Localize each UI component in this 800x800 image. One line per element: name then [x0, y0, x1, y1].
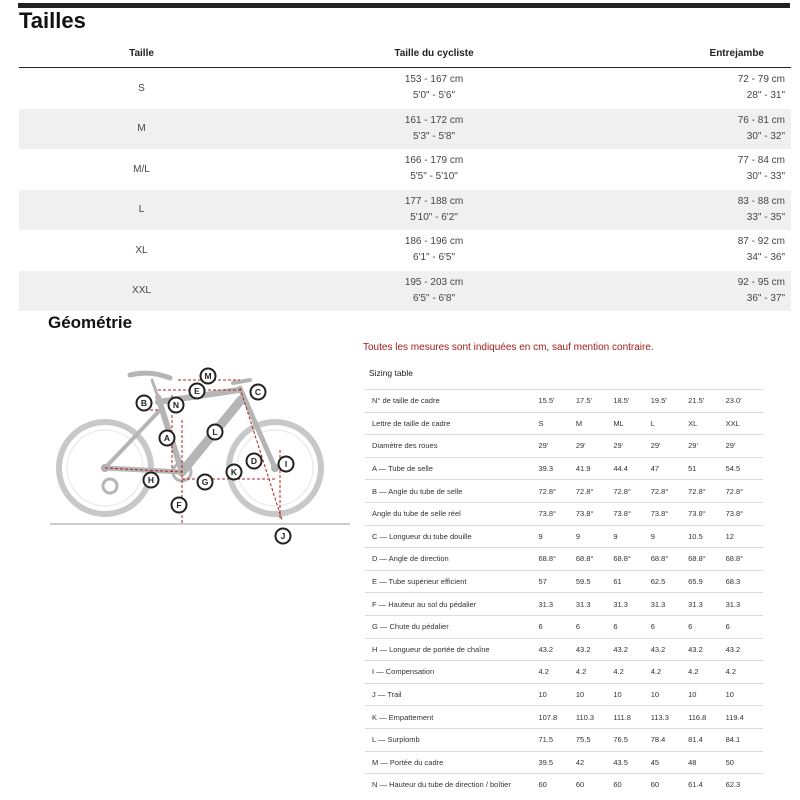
- geometry-value: 76.5: [613, 728, 650, 751]
- geometry-value: 10: [576, 683, 613, 706]
- geometry-value: 43.2: [538, 638, 575, 661]
- geometry-value: 111.8: [613, 706, 650, 729]
- geometry-value: 6: [688, 615, 725, 638]
- rider-height-in: 5'3" - 5'8": [412, 130, 456, 142]
- geometry-value: 71.5: [538, 728, 575, 751]
- rider-height-cell: [264, 72, 604, 104]
- marker-f: [172, 498, 187, 513]
- geometry-value: 23.0': [726, 390, 763, 413]
- geometry-value: 60: [576, 774, 613, 796]
- geometry-value: 19.5': [651, 390, 688, 413]
- geometry-value: 73.8°: [538, 502, 575, 525]
- geometry-value: 68.8°: [688, 548, 725, 571]
- geometry-value: 48: [688, 751, 725, 774]
- geometry-value: 45: [651, 751, 688, 774]
- geometry-label: L — Surplomb: [365, 728, 538, 751]
- geometry-value: 44.4: [613, 457, 650, 480]
- geometry-value: 84.1: [726, 728, 763, 751]
- geometry-value: 10: [613, 683, 650, 706]
- size-row: [19, 149, 791, 190]
- geometry-value: 110.3: [576, 706, 613, 729]
- geometry-label: J — Trail: [365, 683, 538, 706]
- rider-height-cell: [264, 275, 604, 307]
- geometry-value: 6: [613, 615, 650, 638]
- sizing-table-title: Sizing table: [369, 368, 413, 378]
- marker-d: [247, 454, 262, 469]
- geometry-value: 72.8°: [688, 480, 725, 503]
- geometry-value: 47: [651, 457, 688, 480]
- geometry-value: ML: [613, 412, 650, 435]
- geometry-value: XXL: [726, 412, 763, 435]
- inseam-cell: [604, 275, 791, 307]
- geometry-row: [365, 638, 763, 661]
- geometry-value: 41.9: [576, 457, 613, 480]
- geometry-value: S: [538, 412, 575, 435]
- geometry-value: 60: [538, 774, 575, 796]
- inseam-cm: 87 - 92 cm: [737, 236, 785, 248]
- marker-label: B: [140, 398, 148, 409]
- sizes-table: [19, 40, 791, 311]
- marker-l: [208, 425, 223, 440]
- inseam-cell: [604, 234, 791, 266]
- geometry-value: 54.5: [726, 457, 763, 480]
- geometry-value: 72.8°: [538, 480, 575, 503]
- geometry-value: 78.4: [651, 728, 688, 751]
- geometry-value: 68.3: [726, 570, 763, 593]
- inseam-in: 30" - 32": [746, 130, 785, 142]
- marker-b: [137, 396, 152, 411]
- inseam-cell: [604, 113, 791, 145]
- geometry-value: 61: [613, 570, 650, 593]
- marker-label: G: [201, 477, 209, 488]
- rider-height-cm: 186 - 196 cm: [404, 236, 464, 248]
- geometry-value: 39.5: [538, 751, 575, 774]
- geometry-value: 68.8°: [576, 548, 613, 571]
- geometry-value: 4.2: [726, 661, 763, 684]
- rider-height-cm: 195 - 203 cm: [404, 276, 464, 288]
- geometry-row: [365, 480, 763, 503]
- geometry-label: C — Longueur du tube douille: [365, 525, 538, 548]
- geometry-value: 29': [688, 435, 725, 458]
- marker-label: A: [163, 433, 171, 444]
- geometry-value: 62.3: [726, 774, 763, 796]
- geometry-value: 9: [576, 525, 613, 548]
- geometry-value: 43.2: [726, 638, 763, 661]
- geometry-value: 6: [651, 615, 688, 638]
- geometry-value: 72.8°: [651, 480, 688, 503]
- geometry-label: I — Compensation: [365, 661, 538, 684]
- geometry-value: 9: [651, 525, 688, 548]
- geometry-title: Géométrie: [48, 313, 133, 332]
- geometry-row: [365, 548, 763, 571]
- size-cell: M/L: [133, 163, 150, 175]
- geometry-value: 31.3: [613, 593, 650, 616]
- geometry-label: N — Hauteur du tube de direction / boîtier: [365, 774, 538, 796]
- geometry-row: [365, 502, 763, 525]
- geometry-value: XL: [688, 412, 725, 435]
- geometry-value: 73.8°: [576, 502, 613, 525]
- geometry-label: H — Longueur de portée de chaîne: [365, 638, 538, 661]
- geometry-value: 10: [651, 683, 688, 706]
- measurement-note: Toutes les mesures sont indiquées en cm, sauf mention contraire.: [363, 342, 654, 353]
- sizes-title: Tailles: [19, 8, 86, 33]
- geometry-row: [365, 683, 763, 706]
- geometry-value: 29': [576, 435, 613, 458]
- geometry-value: 81.4: [688, 728, 725, 751]
- geometry-value: 29': [538, 435, 575, 458]
- geometry-value: 68.8°: [726, 548, 763, 571]
- geometry-row: [365, 751, 763, 774]
- marker-g: [198, 475, 213, 490]
- geometry-value: 68.8°: [538, 548, 575, 571]
- header-rider-height: Taille du cycliste: [394, 47, 474, 59]
- geometry-label: N° de taille de cadre: [365, 390, 538, 413]
- size-row: [19, 271, 791, 312]
- geometry-value: 39.3: [538, 457, 575, 480]
- geometry-value: 9: [538, 525, 575, 548]
- inseam-cell: [604, 153, 791, 185]
- geometry-value: 10: [688, 683, 725, 706]
- rider-height-cell: [264, 113, 604, 145]
- rider-height-cell: [264, 234, 604, 266]
- marker-label: D: [250, 456, 258, 467]
- geometry-value: 43.2: [651, 638, 688, 661]
- geometry-label: K — Empattement: [365, 706, 538, 729]
- geometry-value: 31.3: [726, 593, 763, 616]
- geometry-label: Angle du tube de selle réel: [365, 502, 538, 525]
- marker-label: J: [280, 531, 286, 542]
- marker-n: [169, 398, 184, 413]
- geometry-label: F — Hauteur au sol du pédalier: [365, 593, 538, 616]
- inseam-cm: 77 - 84 cm: [737, 155, 785, 167]
- geometry-value: 10: [726, 683, 763, 706]
- inseam-cm: 92 - 95 cm: [737, 276, 785, 288]
- geometry-label: B — Angle du tube de selle: [365, 480, 538, 503]
- geometry-value: 29': [651, 435, 688, 458]
- geometry-row: [365, 412, 763, 435]
- geometry-table: [365, 389, 763, 796]
- geometry-value: 6: [538, 615, 575, 638]
- rider-height-in: 5'0" - 5'6": [412, 90, 456, 102]
- rider-height-cm: 166 - 179 cm: [404, 155, 464, 167]
- geometry-value: 42: [576, 751, 613, 774]
- geometry-row: [365, 661, 763, 684]
- geometry-row: [365, 615, 763, 638]
- geometry-value: 73.8°: [726, 502, 763, 525]
- size-cell: M: [137, 123, 146, 135]
- geometry-row: [365, 728, 763, 751]
- inseam-cell: [604, 72, 791, 104]
- size-row: [19, 190, 791, 231]
- geometry-value: 4.2: [688, 661, 725, 684]
- geometry-value: 50: [726, 751, 763, 774]
- size-cell: XL: [135, 244, 148, 256]
- geometry-value: 68.8°: [613, 548, 650, 571]
- geometry-value: 57: [538, 570, 575, 593]
- rider-height-in: 5'5" - 5'10": [410, 171, 458, 183]
- geometry-value: 60: [613, 774, 650, 796]
- geometry-value: 73.8°: [613, 502, 650, 525]
- inseam-in: 30" - 33": [746, 171, 785, 183]
- geometry-label: G — Chute du pédalier: [365, 615, 538, 638]
- marker-label: E: [194, 386, 200, 397]
- geometry-value: 61.4: [688, 774, 725, 796]
- size-row: [19, 68, 791, 109]
- inseam-in: 28" - 31": [746, 90, 785, 102]
- rider-height-cm: 177 - 188 cm: [404, 195, 464, 207]
- geometry-row: [365, 774, 763, 796]
- geometry-value: 29': [613, 435, 650, 458]
- marker-a: [160, 431, 175, 446]
- geometry-row: [365, 525, 763, 548]
- geometry-row: [365, 457, 763, 480]
- geometry-value: 31.3: [576, 593, 613, 616]
- rider-height-in: 6'5" - 6'8": [412, 292, 456, 304]
- geometry-value: 31.3: [688, 593, 725, 616]
- marker-k: [227, 465, 242, 480]
- geometry-value: 72.8°: [613, 480, 650, 503]
- geometry-value: 75.5: [576, 728, 613, 751]
- header-size: Taille: [129, 48, 154, 59]
- marker-label: I: [284, 459, 288, 470]
- rider-height-cell: [264, 194, 604, 226]
- geometry-value: L: [651, 412, 688, 435]
- geometry-value: 107.8: [538, 706, 575, 729]
- header-inseam: Entrejambe: [709, 47, 764, 59]
- geometry-value: 9: [613, 525, 650, 548]
- geometry-value: 31.3: [538, 593, 575, 616]
- geometry-row: [365, 570, 763, 593]
- geometry-value: 12: [726, 525, 763, 548]
- size-row: [19, 230, 791, 271]
- geometry-row: [365, 706, 763, 729]
- marker-label: M: [204, 371, 212, 382]
- geometry-value: 43.5: [613, 751, 650, 774]
- marker-label: L: [212, 427, 218, 438]
- geometry-value: 68.8°: [651, 548, 688, 571]
- marker-m: [201, 369, 216, 384]
- geometry-label: Diamètre des roues: [365, 435, 538, 458]
- geometry-value: 43.2: [688, 638, 725, 661]
- geometry-value: 116.8: [688, 706, 725, 729]
- marker-c: [251, 385, 266, 400]
- marker-i: [279, 457, 294, 472]
- inseam-cell: [604, 194, 791, 226]
- geometry-label: A — Tube de selle: [365, 457, 538, 480]
- rider-height-cell: [264, 153, 604, 185]
- rider-height-cm: 161 - 172 cm: [404, 114, 464, 126]
- geometry-value: 29': [726, 435, 763, 458]
- geometry-row: [365, 390, 763, 413]
- geometry-value: 113.3: [651, 706, 688, 729]
- geometry-value: 119.4: [726, 706, 763, 729]
- inseam-cm: 76 - 81 cm: [737, 114, 785, 126]
- geometry-value: 17.5': [576, 390, 613, 413]
- rider-height-cm: 153 - 167 cm: [404, 74, 464, 86]
- inseam-in: 34" - 36": [746, 252, 785, 264]
- marker-label: H: [147, 475, 155, 486]
- geometry-row: [365, 435, 763, 458]
- geometry-value: 6: [576, 615, 613, 638]
- size-cell: L: [138, 204, 145, 216]
- geometry-value: 10.5: [688, 525, 725, 548]
- inseam-cm: 72 - 79 cm: [737, 74, 785, 86]
- geometry-label: E — Tube supérieur efficient: [365, 570, 538, 593]
- marker-h: [144, 473, 159, 488]
- geometry-value: 60: [651, 774, 688, 796]
- geometry-value: 4.2: [576, 661, 613, 684]
- geometry-value: 73.8°: [688, 502, 725, 525]
- marker-e: [190, 384, 205, 399]
- geometry-value: 65.9: [688, 570, 725, 593]
- marker-j: [276, 529, 291, 544]
- geometry-value: 73.8°: [651, 502, 688, 525]
- inseam-in: 33" - 35": [746, 211, 785, 223]
- inseam-cm: 83 - 88 cm: [737, 195, 785, 207]
- sizes-body: [19, 68, 791, 311]
- geometry-value: 6: [726, 615, 763, 638]
- geometry-value: 4.2: [538, 661, 575, 684]
- geometry-label: Lettre de taille de cadre: [365, 412, 538, 435]
- size-cell: S: [138, 82, 145, 94]
- geometry-label: D — Angle de direction: [365, 548, 538, 571]
- geometry-value: 18.5': [613, 390, 650, 413]
- sizes-header-row: [19, 40, 791, 68]
- geometry-value: 72.8°: [726, 480, 763, 503]
- inseam-in: 36" - 37": [746, 292, 785, 304]
- geometry-value: 59.5: [576, 570, 613, 593]
- geometry-value: 4.2: [651, 661, 688, 684]
- marker-label: K: [230, 467, 238, 478]
- geometry-value: 72.8°: [576, 480, 613, 503]
- geometry-value: 10: [538, 683, 575, 706]
- top-divider: [18, 3, 790, 8]
- marker-label: N: [172, 400, 180, 411]
- geometry-value: 51: [688, 457, 725, 480]
- size-cell: XXL: [132, 285, 151, 297]
- geometry-value: 43.2: [576, 638, 613, 661]
- marker-label: F: [176, 500, 182, 511]
- geometry-label: M — Portée du cadre: [365, 751, 538, 774]
- geometry-value: M: [576, 412, 613, 435]
- geometry-value: 4.2: [613, 661, 650, 684]
- marker-label: C: [254, 387, 262, 398]
- geometry-row: [365, 593, 763, 616]
- rider-height-in: 5'10" - 6'2": [410, 211, 458, 223]
- bike-geometry-diagram: [50, 360, 350, 545]
- geometry-value: 21.5': [688, 390, 725, 413]
- geometry-value: 43.2: [613, 638, 650, 661]
- geometry-value: 31.3: [651, 593, 688, 616]
- rider-height-in: 6'1" - 6'5": [412, 252, 456, 264]
- geometry-value: 15.5': [538, 390, 575, 413]
- geometry-value: 62.5: [651, 570, 688, 593]
- size-row: [19, 109, 791, 150]
